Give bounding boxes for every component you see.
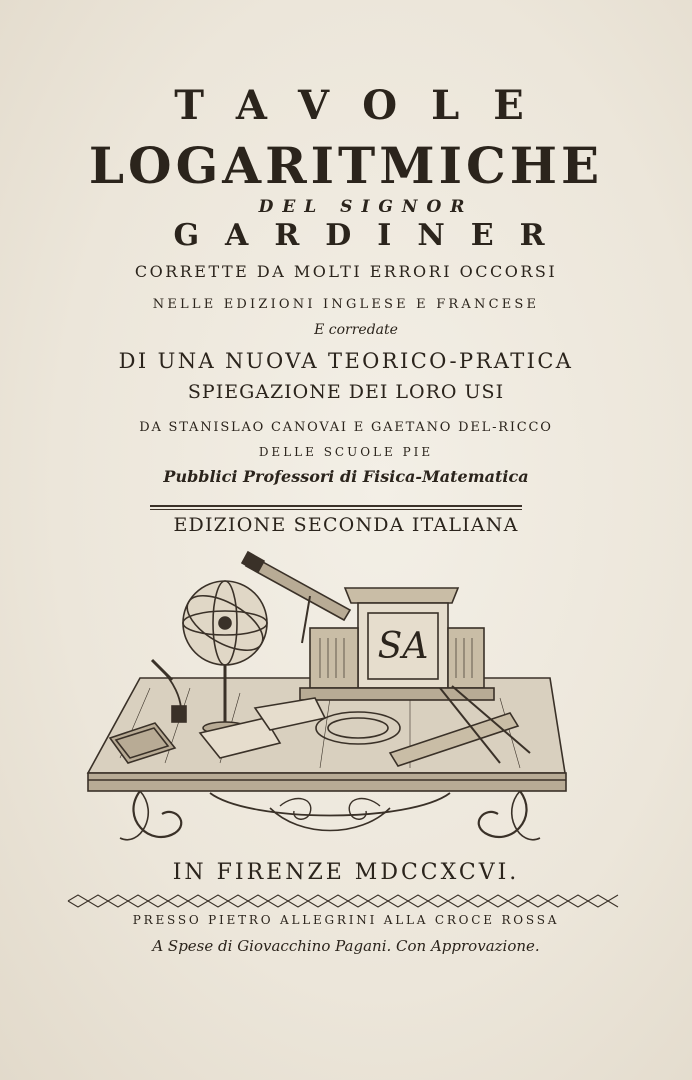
ornamental-rule <box>66 893 626 909</box>
title-line-1: TAVOLE <box>174 82 558 129</box>
subtitle-line-1: CORRETTE DA MOLTI ERRORI OCCORSI <box>134 262 558 281</box>
subtitle-line-2: NELLE EDIZIONI INGLESE E FRANCESE <box>152 297 540 312</box>
engraving-monogram: SA <box>377 626 429 667</box>
author-name: GARDINER <box>173 218 571 253</box>
printers-device-engraving <box>80 548 580 858</box>
author-prefix: DEL SIGNOR <box>258 197 474 217</box>
subtitle-line-4: DI UNA NUOVA TEORICO-PRATICA <box>118 349 574 373</box>
subtitle-line-3: E corredate <box>314 322 398 338</box>
printer-line: PRESSO PIETRO ALLEGRINI ALLA CROCE ROSSA <box>132 913 560 927</box>
subtitle-line-5: SPIEGAZIONE DEI LORO USI <box>187 381 505 403</box>
editors-title: Pubblici Professori di Fisica-Matematica <box>163 467 529 486</box>
edition-line: EDIZIONE SECONDA ITALIANA <box>173 514 519 536</box>
double-rule-top <box>150 505 522 507</box>
title-line-2: LOGARITMICHE <box>88 136 604 195</box>
publisher-line: A Spese di Giovacchino Pagani. Con Approvazione. <box>152 937 540 955</box>
imprint-place-date: IN FIRENZE MDCCXCVI. <box>172 860 520 885</box>
double-rule-bottom <box>150 509 522 510</box>
editors-line: DA STANISLAO CANOVAI E GAETANO DEL-RICCO <box>139 420 553 435</box>
editors-affiliation: DELLE SCUOLE PIE <box>258 445 434 459</box>
